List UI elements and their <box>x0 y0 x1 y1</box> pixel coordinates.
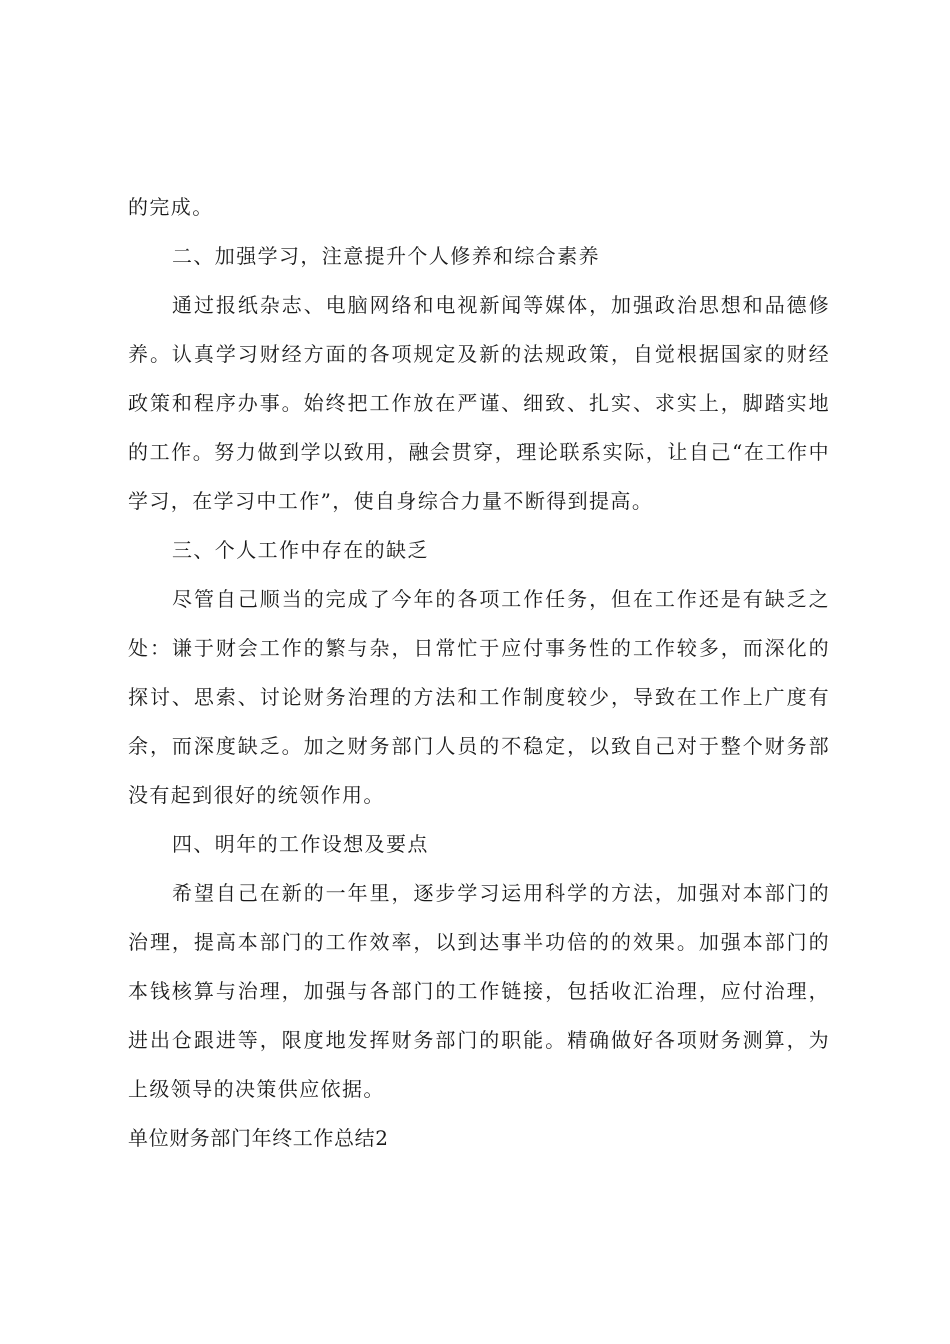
document-body <box>128 183 830 1163</box>
continuation-text: 的完成。 <box>128 195 214 219</box>
section-body-3: 尽管自己顺当的完成了今年的各项工作任务，但在工作还是有缺乏之处：谦于财会工作的繁与杂，日常忙于应付事务性的工作较多，而深化的探讨、思索、讨论财务治理的方法和工作制度较少，导致在工作上广度有余，而深度缺乏。加之财务部门人员的不稳定，以致自己对于整个财务部没有起到很好的统领作用。 <box>128 587 830 807</box>
section-heading-4: 四、明年的工作设想及要点 <box>172 832 429 856</box>
section-body-4: 希望自己在新的一年里，逐步学习运用科学的方法，加强对本部门的治理，提高本部门的工作效率，以到达事半功倍的的效果。加强本部门的本钱核算与治理，加强与各部门的工作链接，包括收汇治理，应付治理，进出仓跟进等，限度地发挥财务部门的职能。精确做好各项财务测算，为上级领导的决策供应依据。 <box>128 881 830 1101</box>
section-body-2: 通过报纸杂志、电脑网络和电视新闻等媒体，加强政治思想和品德修养。认真学习财经方面的各项规定及新的法规政策，自觉根据国家的财经政策和程序办事。始终把工作放在严谨、细致、扎实、求实上，脚踏实地的工作。努力做到学以致用，融会贯穿，理论联系实际，让自己“在工作中学习，在学习中工作”，使自身综合力量不断得到提高。 <box>128 293 830 513</box>
section-heading-3: 三、个人工作中存在的缺乏 <box>172 538 429 562</box>
section-heading-2: 二、加强学习，注意提升个人修养和综合素养 <box>172 244 600 268</box>
next-document-title: 单位财务部门年终工作总结2 <box>128 1126 389 1150</box>
